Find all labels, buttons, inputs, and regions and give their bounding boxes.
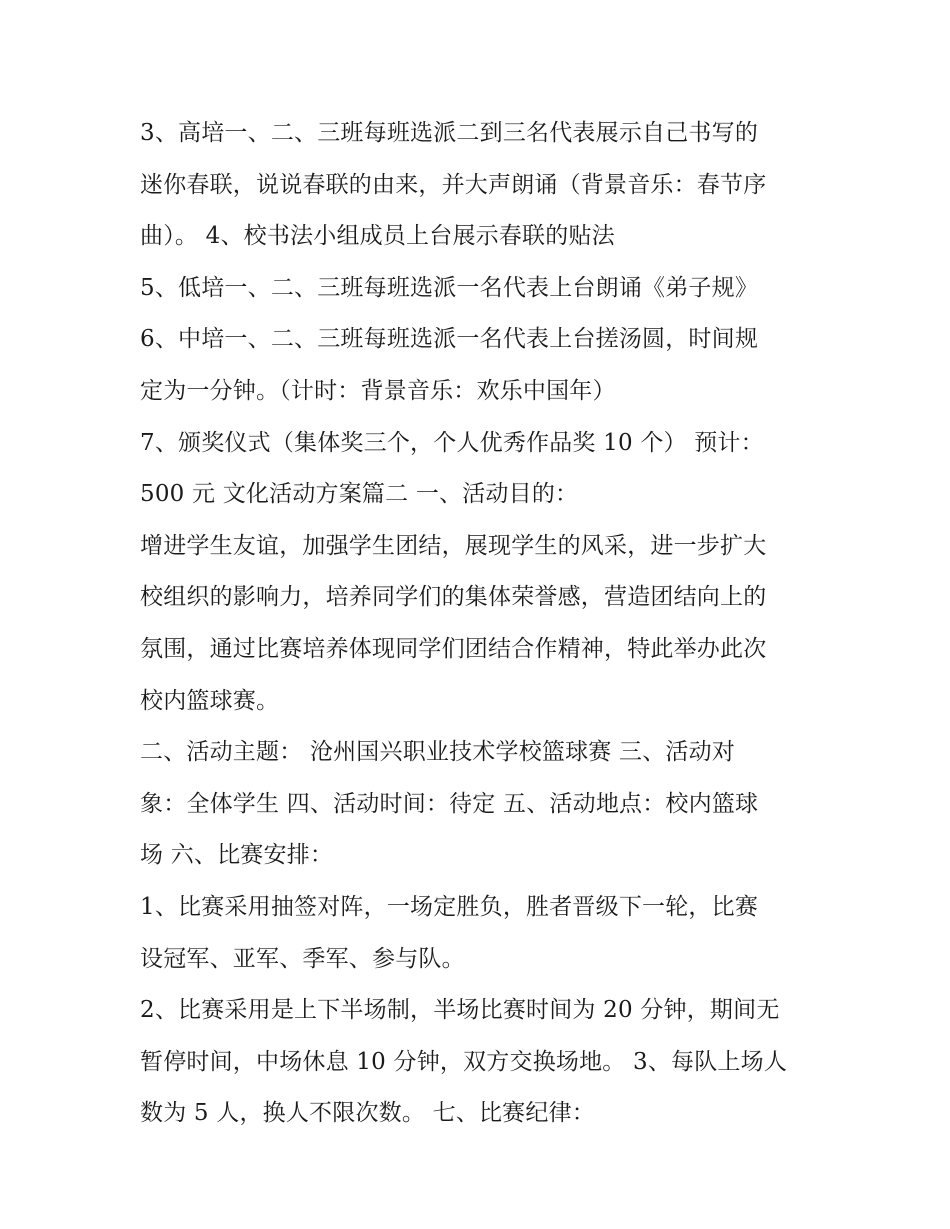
text-line: 数为 5 人，换人不限次数。 七、比赛纪律：: [140, 1100, 595, 1127]
text-line: 校内篮球赛。: [140, 687, 280, 714]
text-line: 场 六、比赛安排：: [140, 842, 334, 869]
text-line: 设冠军、亚军、季军、参与队。: [140, 945, 465, 972]
text-line: 校组织的影响力，培养同学们的集体荣誉感，营造团结向上的: [140, 584, 767, 611]
text-line: 定为一分钟。（计时：背景音乐：欢乐中国年）: [140, 377, 616, 404]
text-line: 500 元 文化活动方案篇二 一、活动目的：: [140, 481, 579, 508]
document-body: [140, 108, 820, 1140]
text-line: 7、颁奖仪式（集体奖三个，个人优秀作品奖 10 个） 预计：: [140, 429, 764, 456]
text-line: 象：全体学生 四、活动时间：待定 五、活动地点：校内篮球: [140, 790, 759, 817]
text-line: 氛围，通过比赛培养体现同学们团结合作精神，特此举办此次: [140, 635, 767, 662]
text-line: 增进学生友谊，加强学生团结，展现学生的风采，进一步扩大: [140, 532, 767, 559]
text-line: 1、比赛采用抽签对阵，一场定胜负，胜者晋级下一轮，比赛: [140, 893, 759, 920]
text-line: 5、低培一、二、三班每班选派一名代表上台朗诵《弟子规》: [140, 274, 759, 301]
text-line: 6、中培一、二、三班每班选派一名代表上台搓汤圆，时间规: [140, 326, 759, 353]
text-line: 曲）。 4、校书法小组成员上台展示春联的贴法: [140, 223, 615, 250]
text-line: 暂停时间，中场休息 10 分钟，双方交换场地。 3、每队上场人: [140, 1048, 788, 1075]
text-line: 迷你春联，说说春联的由来，并大声朗诵（背景音乐：春节序: [140, 171, 767, 198]
text-line: 2、比赛采用是上下半场制，半场比赛时间为 20 分钟，期间无: [140, 997, 780, 1024]
text-line: 二、活动主题： 沧州国兴职业技术学校篮球赛 三、活动对: [140, 739, 736, 766]
text-line: 3、高培一、二、三班每班选派二到三名代表展示自己书写的: [140, 120, 759, 146]
